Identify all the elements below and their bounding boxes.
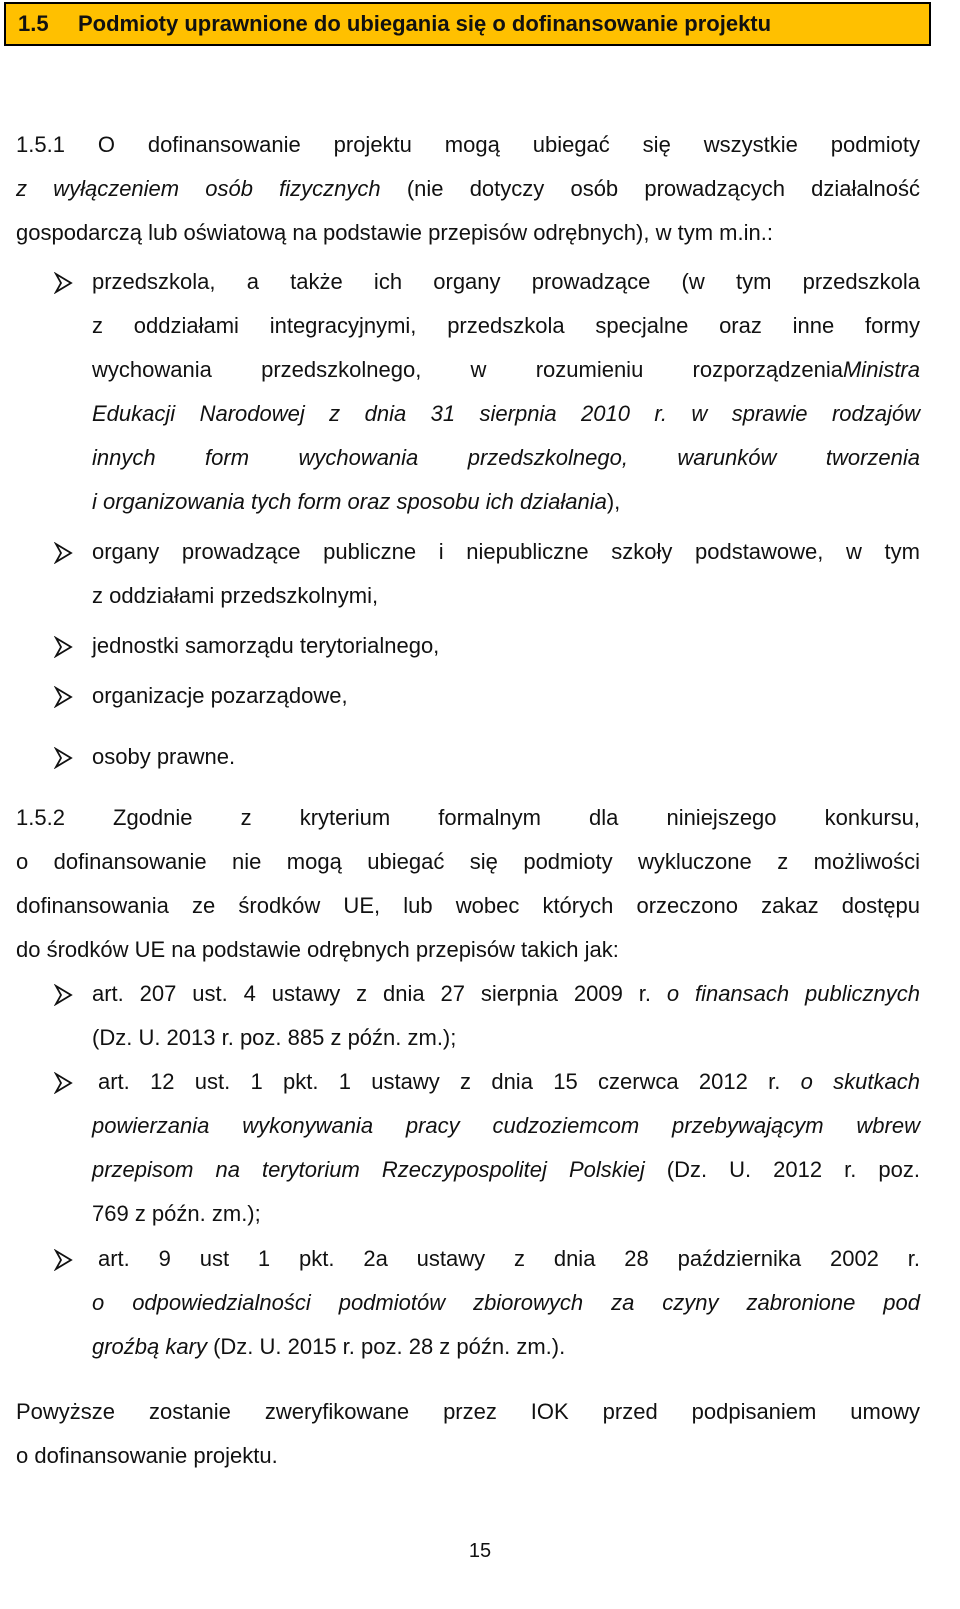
- text-line: o dofinansowanie nie mogą ubiegać się podmioty wykluczone z możliwości: [16, 849, 920, 874]
- text: art. 207 ust. 4 ustawy z dnia 27 sierpnia 2009 r.: [92, 981, 667, 1006]
- text-line: organy prowadzące publiczne i niepubliczne szkoły podstawowe, w tym: [92, 539, 920, 564]
- text-line: (Dz. U. 2013 r. poz. 885 z późn. zm.);: [92, 1025, 457, 1050]
- text: wychowania przedszkolnego, w rozumieniu rozporządzenia: [92, 357, 843, 382]
- text-line: gospodarczą lub oświatową na podstawie przepisów odrębnych), w tym m.in.:: [16, 220, 773, 245]
- arrowhead-bullet-icon: [54, 747, 74, 769]
- text-line: przedszkola, a także ich organy prowadzące (w tym przedszkola: [92, 269, 920, 294]
- text-line: osoby prawne.: [92, 744, 236, 769]
- text-line: organizacje pozarządowe,: [92, 683, 348, 708]
- italic-text: Ministra: [842, 357, 920, 382]
- text: ),: [606, 489, 621, 514]
- text: (Dz. U. 2015 r. poz. 28 z późn. zm.).: [206, 1334, 566, 1359]
- text-line: dofinansowania ze środków UE, lub wobec których orzeczono zakaz dostępu: [16, 893, 920, 918]
- text-line: 1.5.1 O dofinansowanie projektu mogą ubiegać się wszystkie podmioty: [16, 132, 920, 157]
- text-line: 1.5.2 Zgodnie z kryterium formalnym dla niniejszego konkursu,: [16, 805, 920, 830]
- text-line-italic: Edukacji Narodowej z dnia 31 sierpnia 2010 r. w sprawie rodzajów: [92, 401, 920, 426]
- arrowhead-bullet-icon: [54, 1072, 74, 1094]
- text-line: z oddziałami przedszkolnymi,: [92, 583, 379, 608]
- italic-text: przepisom na terytorium Rzeczypospolitej Polskiej: [92, 1157, 645, 1182]
- italic-text: o skutkach: [800, 1069, 920, 1094]
- text-line: [92, 480, 620, 524]
- text-line: [98, 1060, 920, 1104]
- arrowhead-bullet-icon: [54, 272, 74, 294]
- text: (Dz. U. 2012 r. poz.: [644, 1157, 920, 1182]
- text-line: o dofinansowanie projektu.: [16, 1443, 278, 1468]
- text-line: [92, 972, 920, 1016]
- text: (nie dotyczy osób prowadzących działalność: [380, 176, 920, 201]
- text-line: art. 9 ust 1 pkt. 2a ustawy z dnia 28 października 2002 r.: [98, 1246, 920, 1271]
- text-line-italic: powierzania wykonywania pracy cudzoziemcom przebywającym wbrew: [92, 1113, 920, 1138]
- italic-text: i organizowania tych form oraz sposobu ich działania: [92, 489, 607, 514]
- text-line: Powyższe zostanie zweryfikowane przez IOK przed podpisaniem umowy: [16, 1399, 920, 1424]
- section-number: 1.5: [18, 11, 49, 36]
- text-line: [92, 1325, 565, 1369]
- text-line: [92, 1148, 920, 1192]
- italic-text: groźbą kary: [92, 1334, 207, 1359]
- text: art. 12 ust. 1 pkt. 1 ustawy z dnia 15 czerwca 2012 r.: [98, 1069, 781, 1094]
- arrowhead-bullet-icon: [54, 636, 74, 658]
- page-number: 15: [468, 1540, 492, 1562]
- arrowhead-bullet-icon: [54, 686, 74, 708]
- text-line: z oddziałami integracyjnymi, przedszkola specjalne oraz inne formy: [92, 313, 920, 338]
- text-line: do środków UE na podstawie odrębnych przepisów takich jak:: [16, 937, 619, 962]
- section-header: [4, 2, 931, 46]
- arrowhead-bullet-icon: [54, 1249, 74, 1271]
- text-line-italic: o odpowiedzialności podmiotów zbiorowych za czyny zabronione pod: [92, 1290, 920, 1315]
- italic-text: o finansach publicznych: [666, 981, 920, 1006]
- text-line: 769 z późn. zm.);: [92, 1201, 261, 1226]
- text-line: [16, 167, 920, 211]
- text-line-italic: innych form wychowania przedszkolnego, warunków tworzenia: [92, 445, 920, 470]
- text-line: jednostki samorządu terytorialnego,: [92, 633, 440, 658]
- section-title: Podmioty uprawnione do ubiegania się o dofinansowanie projektu: [78, 11, 772, 36]
- arrowhead-bullet-icon: [54, 542, 74, 564]
- text-line: [92, 348, 920, 392]
- arrowhead-bullet-icon: [54, 984, 74, 1006]
- italic-text: z wyłączeniem osób fizycznych: [16, 176, 381, 201]
